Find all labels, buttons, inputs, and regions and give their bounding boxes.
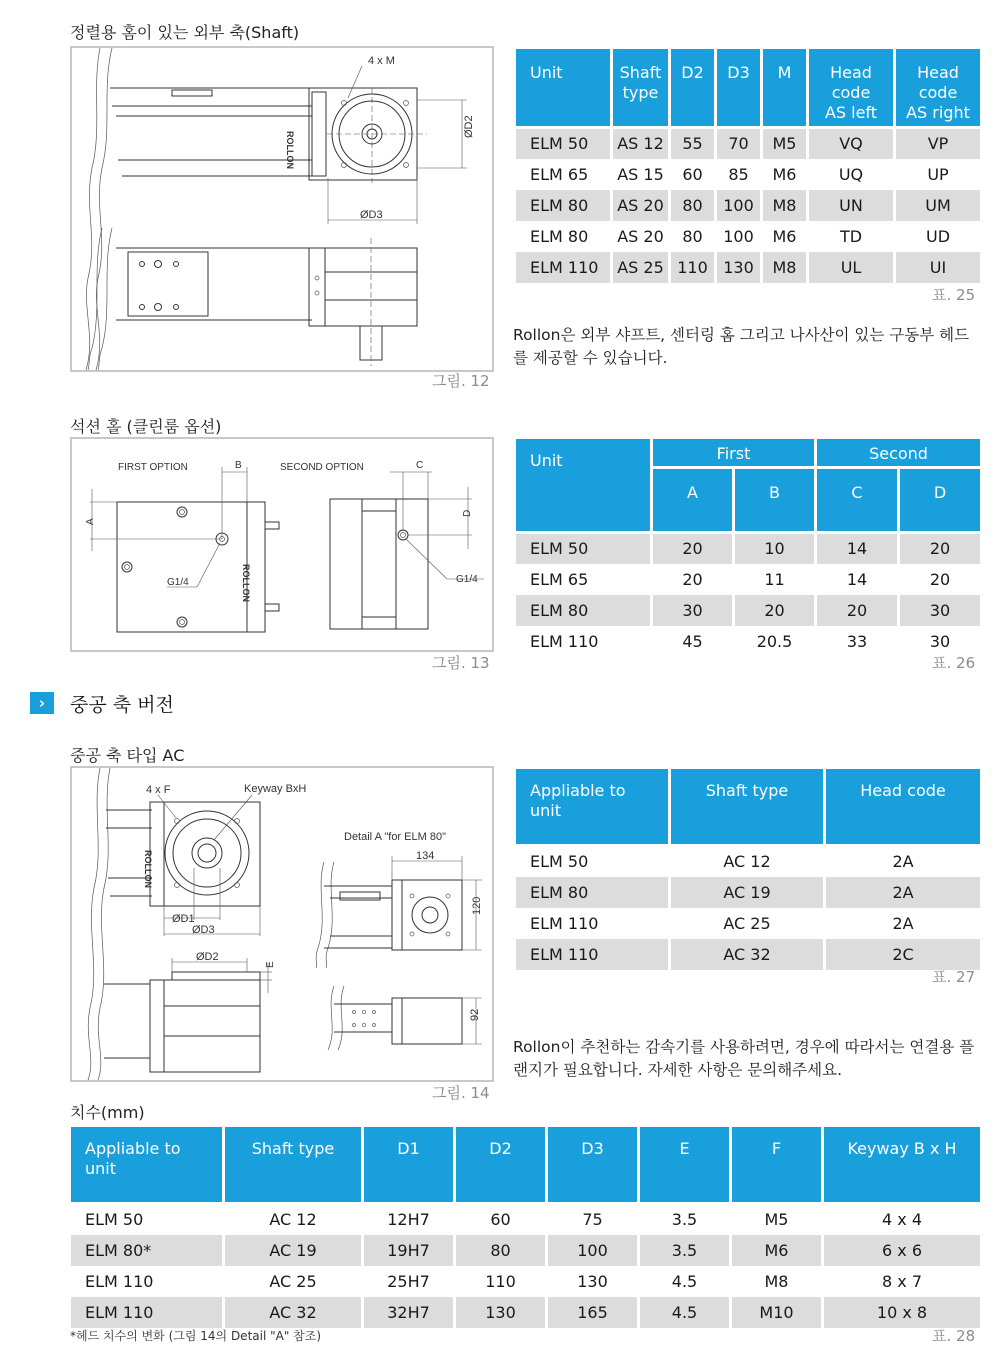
cell: VQ	[808, 128, 895, 159]
cell: AC 12	[670, 846, 825, 877]
cell: M8	[731, 1266, 823, 1297]
cell: ELM 80*	[70, 1235, 224, 1266]
label-d: D	[462, 509, 473, 517]
cell: ELM 80	[515, 221, 612, 252]
cell: AC 25	[224, 1266, 363, 1297]
cell: UN	[808, 190, 895, 221]
cell: AC 19	[670, 877, 825, 908]
th-d: D	[899, 468, 982, 533]
cell: 45	[652, 626, 734, 657]
brand-label: ROLLON	[241, 564, 251, 602]
cell: AS 12	[612, 128, 670, 159]
brand-label: ROLLON	[143, 850, 153, 888]
label-detail-a: Detail A "for ELM 80"	[344, 831, 446, 843]
cell: 11	[734, 564, 816, 595]
cell: 30	[899, 595, 982, 626]
label-keyway: Keyway BxH	[244, 783, 307, 795]
label-g2: G1/4	[456, 574, 478, 585]
cell: 20	[652, 564, 734, 595]
section1-title: 정렬용 홈이 있는 외부 축(Shaft)	[70, 23, 300, 42]
cell: 20	[652, 533, 734, 564]
cell: 85	[716, 159, 762, 190]
label-E: E	[265, 961, 276, 968]
th-shaft-type: Shaft type	[224, 1126, 363, 1204]
cell: 20	[899, 564, 982, 595]
cell: 6 x 6	[823, 1235, 982, 1266]
cell: 130	[716, 252, 762, 283]
section3-note: Rollon이 추천하는 감속기를 사용하려면, 경우에 따라서는 연결용 플랜지가 필요합니다. 자세한 사항은 문의해주세요.	[513, 1038, 975, 1079]
cell: 30	[652, 595, 734, 626]
cell: AS 15	[612, 159, 670, 190]
section4-title: 치수(mm)	[70, 1103, 145, 1122]
cell: M6	[762, 221, 808, 252]
table-row	[515, 939, 982, 970]
th-a: A	[652, 468, 734, 533]
th-appliable-unit: Appliable to unit	[515, 768, 670, 846]
cell: 10	[734, 533, 816, 564]
table-26-suction	[513, 436, 983, 657]
cell: 60	[670, 159, 716, 190]
table-row	[515, 877, 982, 908]
label-a: A	[85, 518, 96, 525]
cell: 130	[455, 1297, 547, 1328]
cell: 55	[670, 128, 716, 159]
cell: ELM 80	[515, 595, 652, 626]
table-28-caption: 표. 28	[932, 1327, 976, 1345]
cell: AS 20	[612, 190, 670, 221]
cell: 110	[455, 1266, 547, 1297]
section1-note: Rollon은 외부 샤프트, 센터링 홈 그리고 나사산이 있는 구동부 헤드를 제공할 수 있습니다.	[513, 326, 970, 367]
cell: 10 x 8	[823, 1297, 982, 1328]
cell: ELM 110	[515, 626, 652, 657]
table-28-dimensions	[68, 1124, 983, 1328]
label-c: C	[416, 460, 424, 471]
cell: ELM 110	[70, 1297, 224, 1328]
cell: 2A	[825, 877, 982, 908]
th-f: F	[731, 1126, 823, 1204]
table-27-caption: 표. 27	[932, 968, 976, 986]
cell: UI	[895, 252, 982, 283]
cell: 3.5	[639, 1235, 731, 1266]
table-row	[515, 190, 982, 221]
table-row	[70, 1235, 982, 1266]
label-D3: ØD3	[360, 209, 383, 221]
table-row	[515, 846, 982, 877]
th-unit: Unit	[515, 48, 612, 128]
cell: UM	[895, 190, 982, 221]
cell: 2C	[825, 939, 982, 970]
cell: ELM 50	[515, 533, 652, 564]
cell: AC 25	[670, 908, 825, 939]
table-25-shaft	[513, 46, 983, 283]
cell: ELM 110	[515, 252, 612, 283]
cell: 110	[670, 252, 716, 283]
label-b: B	[235, 460, 242, 471]
cell: VP	[895, 128, 982, 159]
cell: 130	[547, 1266, 639, 1297]
cell: 100	[716, 221, 762, 252]
cell: 2A	[825, 908, 982, 939]
label-D2: ØD2	[463, 115, 475, 138]
label-g1: G1/4	[167, 577, 189, 588]
table-row	[515, 564, 982, 595]
label-92: 92	[469, 1008, 481, 1021]
cell: M6	[731, 1235, 823, 1266]
cell: 19H7	[363, 1235, 455, 1266]
cell: ELM 80	[515, 877, 670, 908]
th-shaft-type: Shaft type	[612, 48, 670, 128]
figure-13-drawing	[72, 439, 492, 650]
cell: 60	[455, 1204, 547, 1235]
cell: TD	[808, 221, 895, 252]
cell: M10	[731, 1297, 823, 1328]
figure-13-caption: 그림. 13	[432, 654, 490, 672]
section4-footnote: *헤드 치수의 변화 (그림 14의 Detail "A" 참조)	[70, 1329, 322, 1343]
table-row	[70, 1266, 982, 1297]
cell: ELM 50	[515, 846, 670, 877]
cell: ELM 110	[515, 908, 670, 939]
table-row	[515, 595, 982, 626]
cell: ELM 50	[515, 128, 612, 159]
section3-subtitle: 중공 축 타입 AC	[70, 746, 185, 765]
chevron-right-icon: ›	[30, 692, 54, 714]
cell: 100	[547, 1235, 639, 1266]
th-d3: D3	[547, 1126, 639, 1204]
cell: ELM 110	[515, 939, 670, 970]
th-first: First	[652, 438, 816, 468]
table-row	[515, 221, 982, 252]
cell: M5	[762, 128, 808, 159]
th-m: M	[762, 48, 808, 128]
cell: 4 x 4	[823, 1204, 982, 1235]
figure-14-drawing	[72, 768, 492, 1080]
cell: ELM 65	[515, 564, 652, 595]
cell: AS 20	[612, 221, 670, 252]
label-120: 120	[471, 896, 483, 915]
th-d2: D2	[455, 1126, 547, 1204]
cell: ELM 80	[515, 190, 612, 221]
th-unit: Unit	[515, 438, 652, 533]
cell: M8	[762, 190, 808, 221]
cell: ELM 110	[70, 1266, 224, 1297]
cell: 8 x 7	[823, 1266, 982, 1297]
table-row	[515, 128, 982, 159]
label-second-option: SECOND OPTION	[280, 462, 364, 473]
cell: 20	[816, 595, 899, 626]
th-d2: D2	[670, 48, 716, 128]
cell: 80	[455, 1235, 547, 1266]
cell: AC 12	[224, 1204, 363, 1235]
th-d1: D1	[363, 1126, 455, 1204]
cell: UP	[895, 159, 982, 190]
cell: 25H7	[363, 1266, 455, 1297]
section3-heading: 중공 축 버전	[70, 694, 174, 716]
th-head-code: Head code	[825, 768, 982, 846]
figure-12-external-shaft	[70, 46, 494, 372]
table-row	[515, 908, 982, 939]
th-head-code-left: Head code AS left	[808, 48, 895, 128]
cell: UQ	[808, 159, 895, 190]
cell: M5	[731, 1204, 823, 1235]
cell: 33	[816, 626, 899, 657]
th-e: E	[639, 1126, 731, 1204]
th-d3: D3	[716, 48, 762, 128]
cell: 4.5	[639, 1266, 731, 1297]
cell: 80	[670, 221, 716, 252]
cell: 75	[547, 1204, 639, 1235]
cell: UD	[895, 221, 982, 252]
figure-14-caption: 그림. 14	[432, 1084, 490, 1102]
th-head-code-right: Head code AS right	[895, 48, 982, 128]
cell: 20	[734, 595, 816, 626]
table-26-caption: 표. 26	[932, 654, 976, 672]
table-row	[70, 1297, 982, 1328]
table-25-caption: 표. 25	[932, 286, 976, 304]
th-shaft-type: Shaft type	[670, 768, 825, 846]
cell: 30	[899, 626, 982, 657]
figure-13-suction-holes	[70, 437, 494, 652]
cell: 100	[716, 190, 762, 221]
section2-title: 석션 홀 (클린룸 옵션)	[70, 417, 222, 436]
cell: 80	[670, 190, 716, 221]
figure-12-drawing	[72, 48, 492, 370]
brand-label: ROLLON	[285, 131, 295, 169]
table-row	[515, 159, 982, 190]
cell: ELM 65	[515, 159, 612, 190]
label-D2: ØD2	[196, 951, 219, 963]
cell: 2A	[825, 846, 982, 877]
cell: AC 32	[224, 1297, 363, 1328]
cell: AS 25	[612, 252, 670, 283]
cell: 12H7	[363, 1204, 455, 1235]
label-D3: ØD3	[192, 924, 215, 936]
cell: 165	[547, 1297, 639, 1328]
label-first-option: FIRST OPTION	[118, 462, 188, 473]
cell: UL	[808, 252, 895, 283]
label-134: 134	[416, 850, 435, 862]
figure-14-hollow-shaft	[70, 766, 494, 1082]
cell: 4.5	[639, 1297, 731, 1328]
table-27-hollow-shaft	[513, 766, 983, 970]
cell: 3.5	[639, 1204, 731, 1235]
label-4xM: 4 x M	[368, 55, 395, 67]
th-c: C	[816, 468, 899, 533]
cell: M8	[762, 252, 808, 283]
cell: 20	[899, 533, 982, 564]
th-b: B	[734, 468, 816, 533]
cell: AC 19	[224, 1235, 363, 1266]
table-row	[70, 1204, 982, 1235]
table-row	[515, 533, 982, 564]
cell: M6	[762, 159, 808, 190]
figure-12-caption: 그림. 12	[432, 372, 490, 390]
th-keyway: Keyway B x H	[823, 1126, 982, 1204]
cell: 14	[816, 533, 899, 564]
cell: 32H7	[363, 1297, 455, 1328]
table-row	[515, 626, 982, 657]
label-4xF: 4 x F	[146, 784, 171, 796]
table-row	[515, 252, 982, 283]
cell: 20.5	[734, 626, 816, 657]
label-D1: ØD1	[172, 913, 195, 925]
cell: AC 32	[670, 939, 825, 970]
cell: 14	[816, 564, 899, 595]
th-appliable-unit: Appliable to unit	[70, 1126, 224, 1204]
th-second: Second	[816, 438, 982, 468]
cell: 70	[716, 128, 762, 159]
cell: ELM 50	[70, 1204, 224, 1235]
